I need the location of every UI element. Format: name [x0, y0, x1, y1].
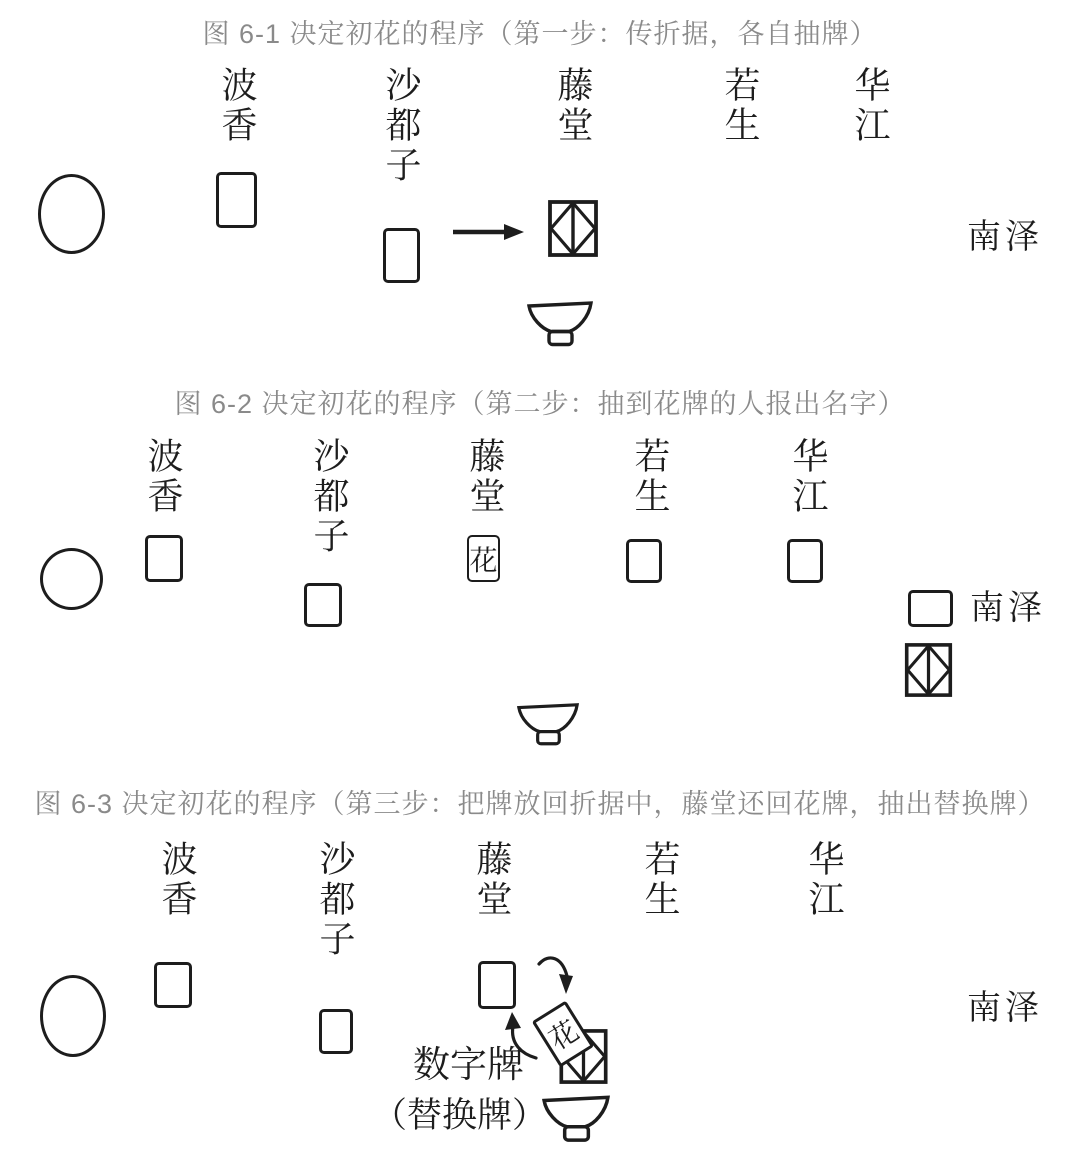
player-name-boxiang: 波香: [157, 840, 197, 920]
player-name-shaduzi: 沙都子: [309, 437, 349, 557]
observer-name-nanze: 南泽: [967, 219, 1043, 256]
player-name-shaduzi: 沙都子: [381, 66, 421, 186]
player-name-boxiang: 波香: [143, 437, 183, 517]
player-name-ruosheng: 若生: [630, 437, 670, 517]
player-name-ruosheng: 若生: [640, 840, 680, 920]
figure-title: 图 6-1 决定初花的程序（第一步：传折据，各自抽牌）: [202, 19, 878, 49]
replacement-card-label-line1: 数字牌: [413, 1045, 524, 1086]
player-name-tengtang: 藤堂: [553, 66, 593, 146]
figure-title: 图 6-3 决定初花的程序（第三步：把牌放回折据中，藤堂还回花牌，抽出替换牌）: [34, 789, 1046, 819]
player-name-huajiang: 华江: [850, 66, 890, 146]
curved-arrow-down-icon: [536, 954, 576, 1000]
figure-title: 图 6-2 决定初花的程序（第二步：抽到花牌的人报出名字）: [174, 389, 906, 419]
player-name-huajiang: 华江: [804, 840, 844, 920]
player-name-boxiang: 波香: [217, 66, 257, 146]
replacement-card-label-line2: （替换牌）: [372, 1096, 548, 1135]
observer-name-nanze: 南泽: [970, 590, 1046, 627]
flower-card-label: 花: [469, 545, 498, 577]
observer-name-nanze: 南泽: [967, 990, 1043, 1027]
player-name-ruosheng: 若生: [720, 66, 760, 146]
card-boxiang: [154, 962, 192, 1008]
card-tengtang: [478, 961, 516, 1009]
player-name-shaduzi: 沙都子: [315, 840, 355, 960]
player-name-tengtang: 藤堂: [472, 840, 512, 920]
player-name-huajiang: 华江: [788, 437, 828, 517]
card-shaduzi: [319, 1009, 353, 1054]
bowl-icon: [541, 1093, 611, 1145]
flower-card-label: 花: [544, 1015, 585, 1057]
player-name-tengtang: 藤堂: [465, 437, 505, 517]
circle-icon: [40, 975, 106, 1057]
